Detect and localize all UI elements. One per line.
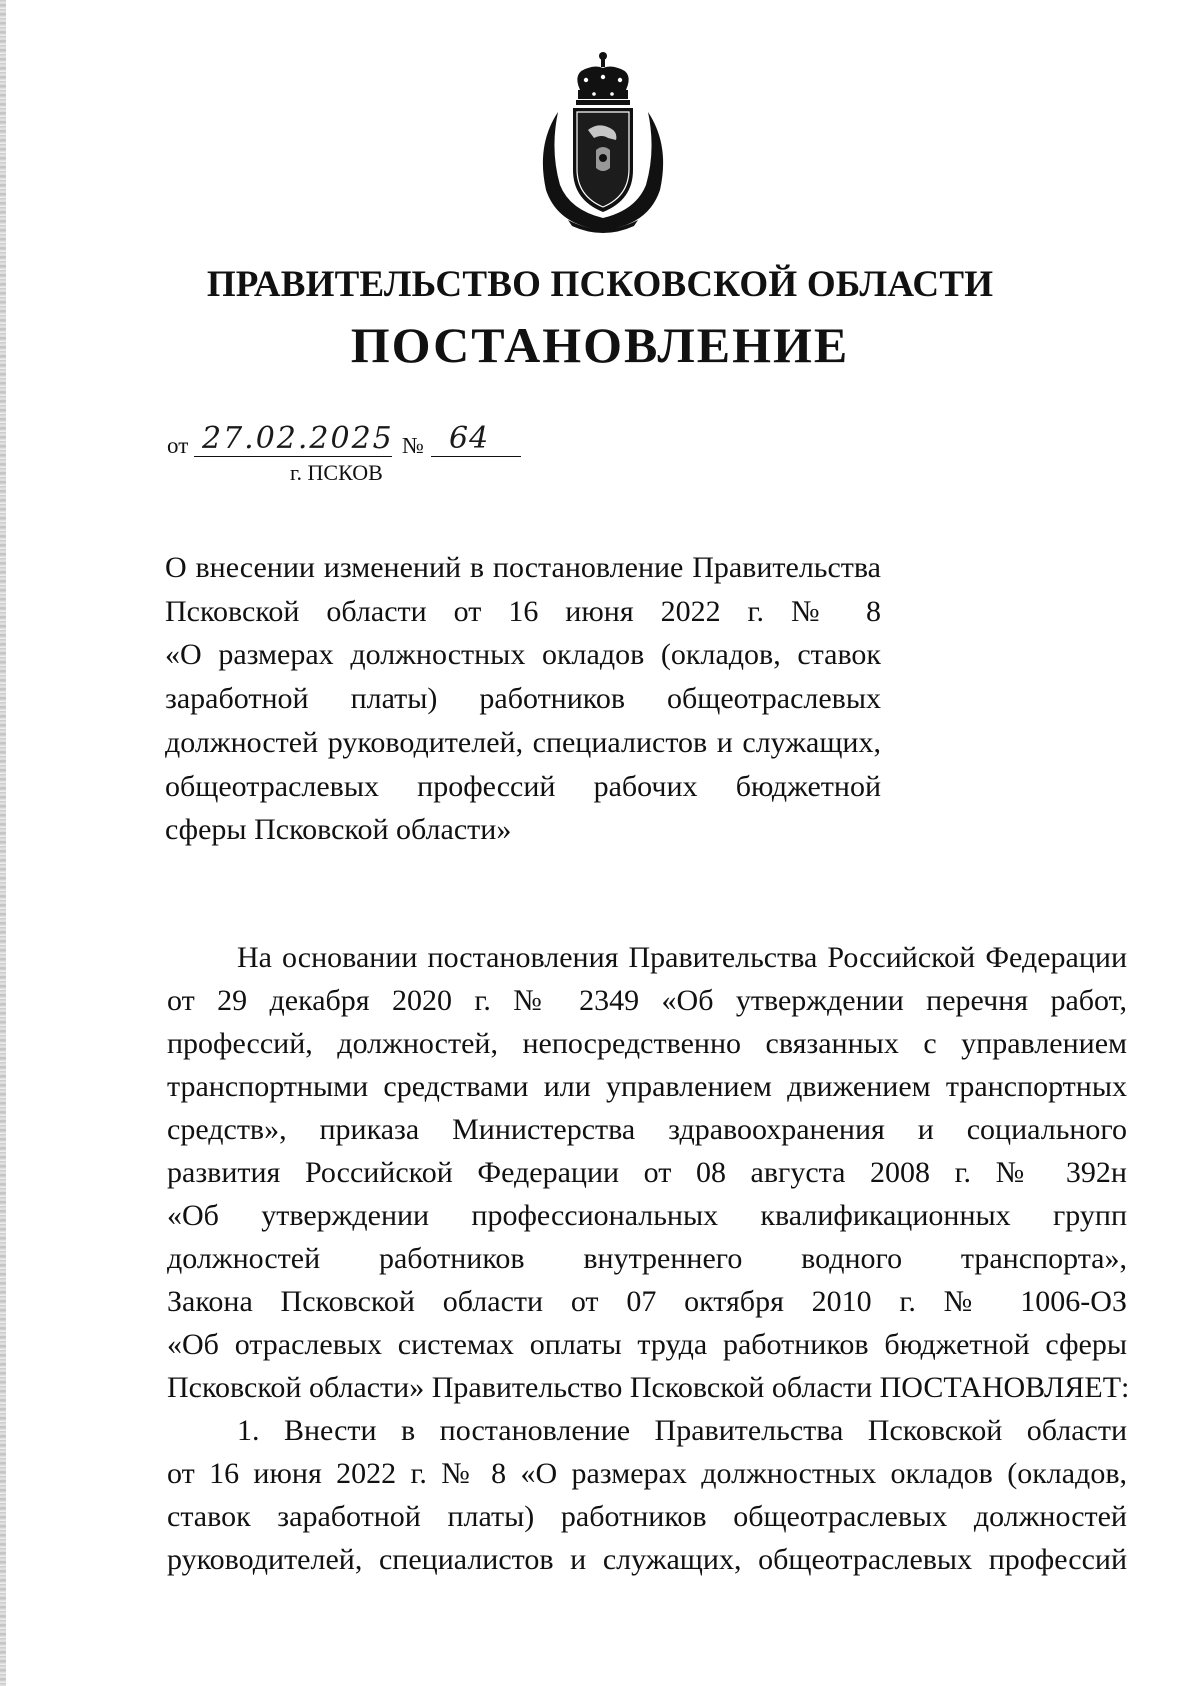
- subject-line: общеотраслевых профессий рабочих бюджетной: [165, 769, 881, 803]
- body-line: от 16 июня 2022 г. № 8 «О размерах должностных окладов (окладов,: [167, 1457, 1127, 1490]
- organization-title: ПРАВИТЕЛЬСТВО ПСКОВСКОЙ ОБЛАСТИ: [206, 264, 994, 305]
- body-line: 1. Внести в постановление Правительства Псковской области: [237, 1414, 1127, 1447]
- body-line: ставок заработной платы) работников общеотраслевых должностей: [167, 1500, 1127, 1533]
- body-line: руководителей, специалистов и служащих, общеотраслевых профессий: [167, 1543, 1127, 1576]
- number-label: №: [402, 433, 424, 458]
- body-line: средств», приказа Министерства здравоохранения и социального: [167, 1113, 1127, 1146]
- body-line: «Об утверждении профессиональных квалификационных групп: [167, 1199, 1127, 1232]
- subject-line: сферы Псковской области»: [165, 813, 512, 847]
- coat-of-arms-icon: [528, 50, 678, 235]
- document-type-title: ПОСТАНОВЛЕНИЕ: [350, 317, 850, 373]
- scan-edge: [0, 0, 6, 1686]
- crown-icon: [576, 52, 630, 105]
- subject-line: должностей руководителей, специалистов и служащих,: [165, 725, 881, 759]
- document-body: [167, 936, 1130, 1581]
- body-line: должностей работников внутреннего водного транспорта»,: [167, 1242, 1127, 1275]
- body-line: развития Российской Федерации от 08 августа 2008 г. № 392н: [167, 1156, 1127, 1189]
- body-line: профессий, должностей, непосредственно связанных с управлением: [167, 1027, 1127, 1060]
- city-label: г. ПСКОВ: [290, 460, 383, 485]
- subject-line: «О размерах должностных окладов (окладов, ставок: [165, 638, 881, 672]
- body-line: Закона Псковской области от 07 октября 2010 г. № 1006-ОЗ: [167, 1285, 1127, 1318]
- handwritten-number: 64: [449, 421, 490, 456]
- number-field: [431, 423, 521, 457]
- body-line: На основании постановления Правительства Российской Федерации: [237, 941, 1127, 974]
- subject-line: О внесении изменений в постановление Правительства: [165, 551, 881, 584]
- date-field: [194, 423, 392, 457]
- body-line: транспортными средствами или управлением движением транспортных: [167, 1070, 1127, 1103]
- subject-line: Псковской области от 16 июня 2022 г. № 8: [165, 594, 881, 628]
- document-subject: [165, 546, 881, 852]
- body-line: Псковской области» Правительство Псковской области ПОСТАНОВЛЯЕТ:: [167, 1371, 1130, 1404]
- subject-line: заработной платы) работников общеотраслевых: [165, 682, 881, 716]
- date-label: от: [167, 433, 189, 458]
- body-line: «Об отраслевых системах оплаты труда работников бюджетной сферы: [167, 1328, 1127, 1361]
- handwritten-date: 27.02.2025: [202, 421, 394, 456]
- body-line: от 29 декабря 2020 г. № 2349 «Об утверждении перечня работ,: [167, 984, 1127, 1017]
